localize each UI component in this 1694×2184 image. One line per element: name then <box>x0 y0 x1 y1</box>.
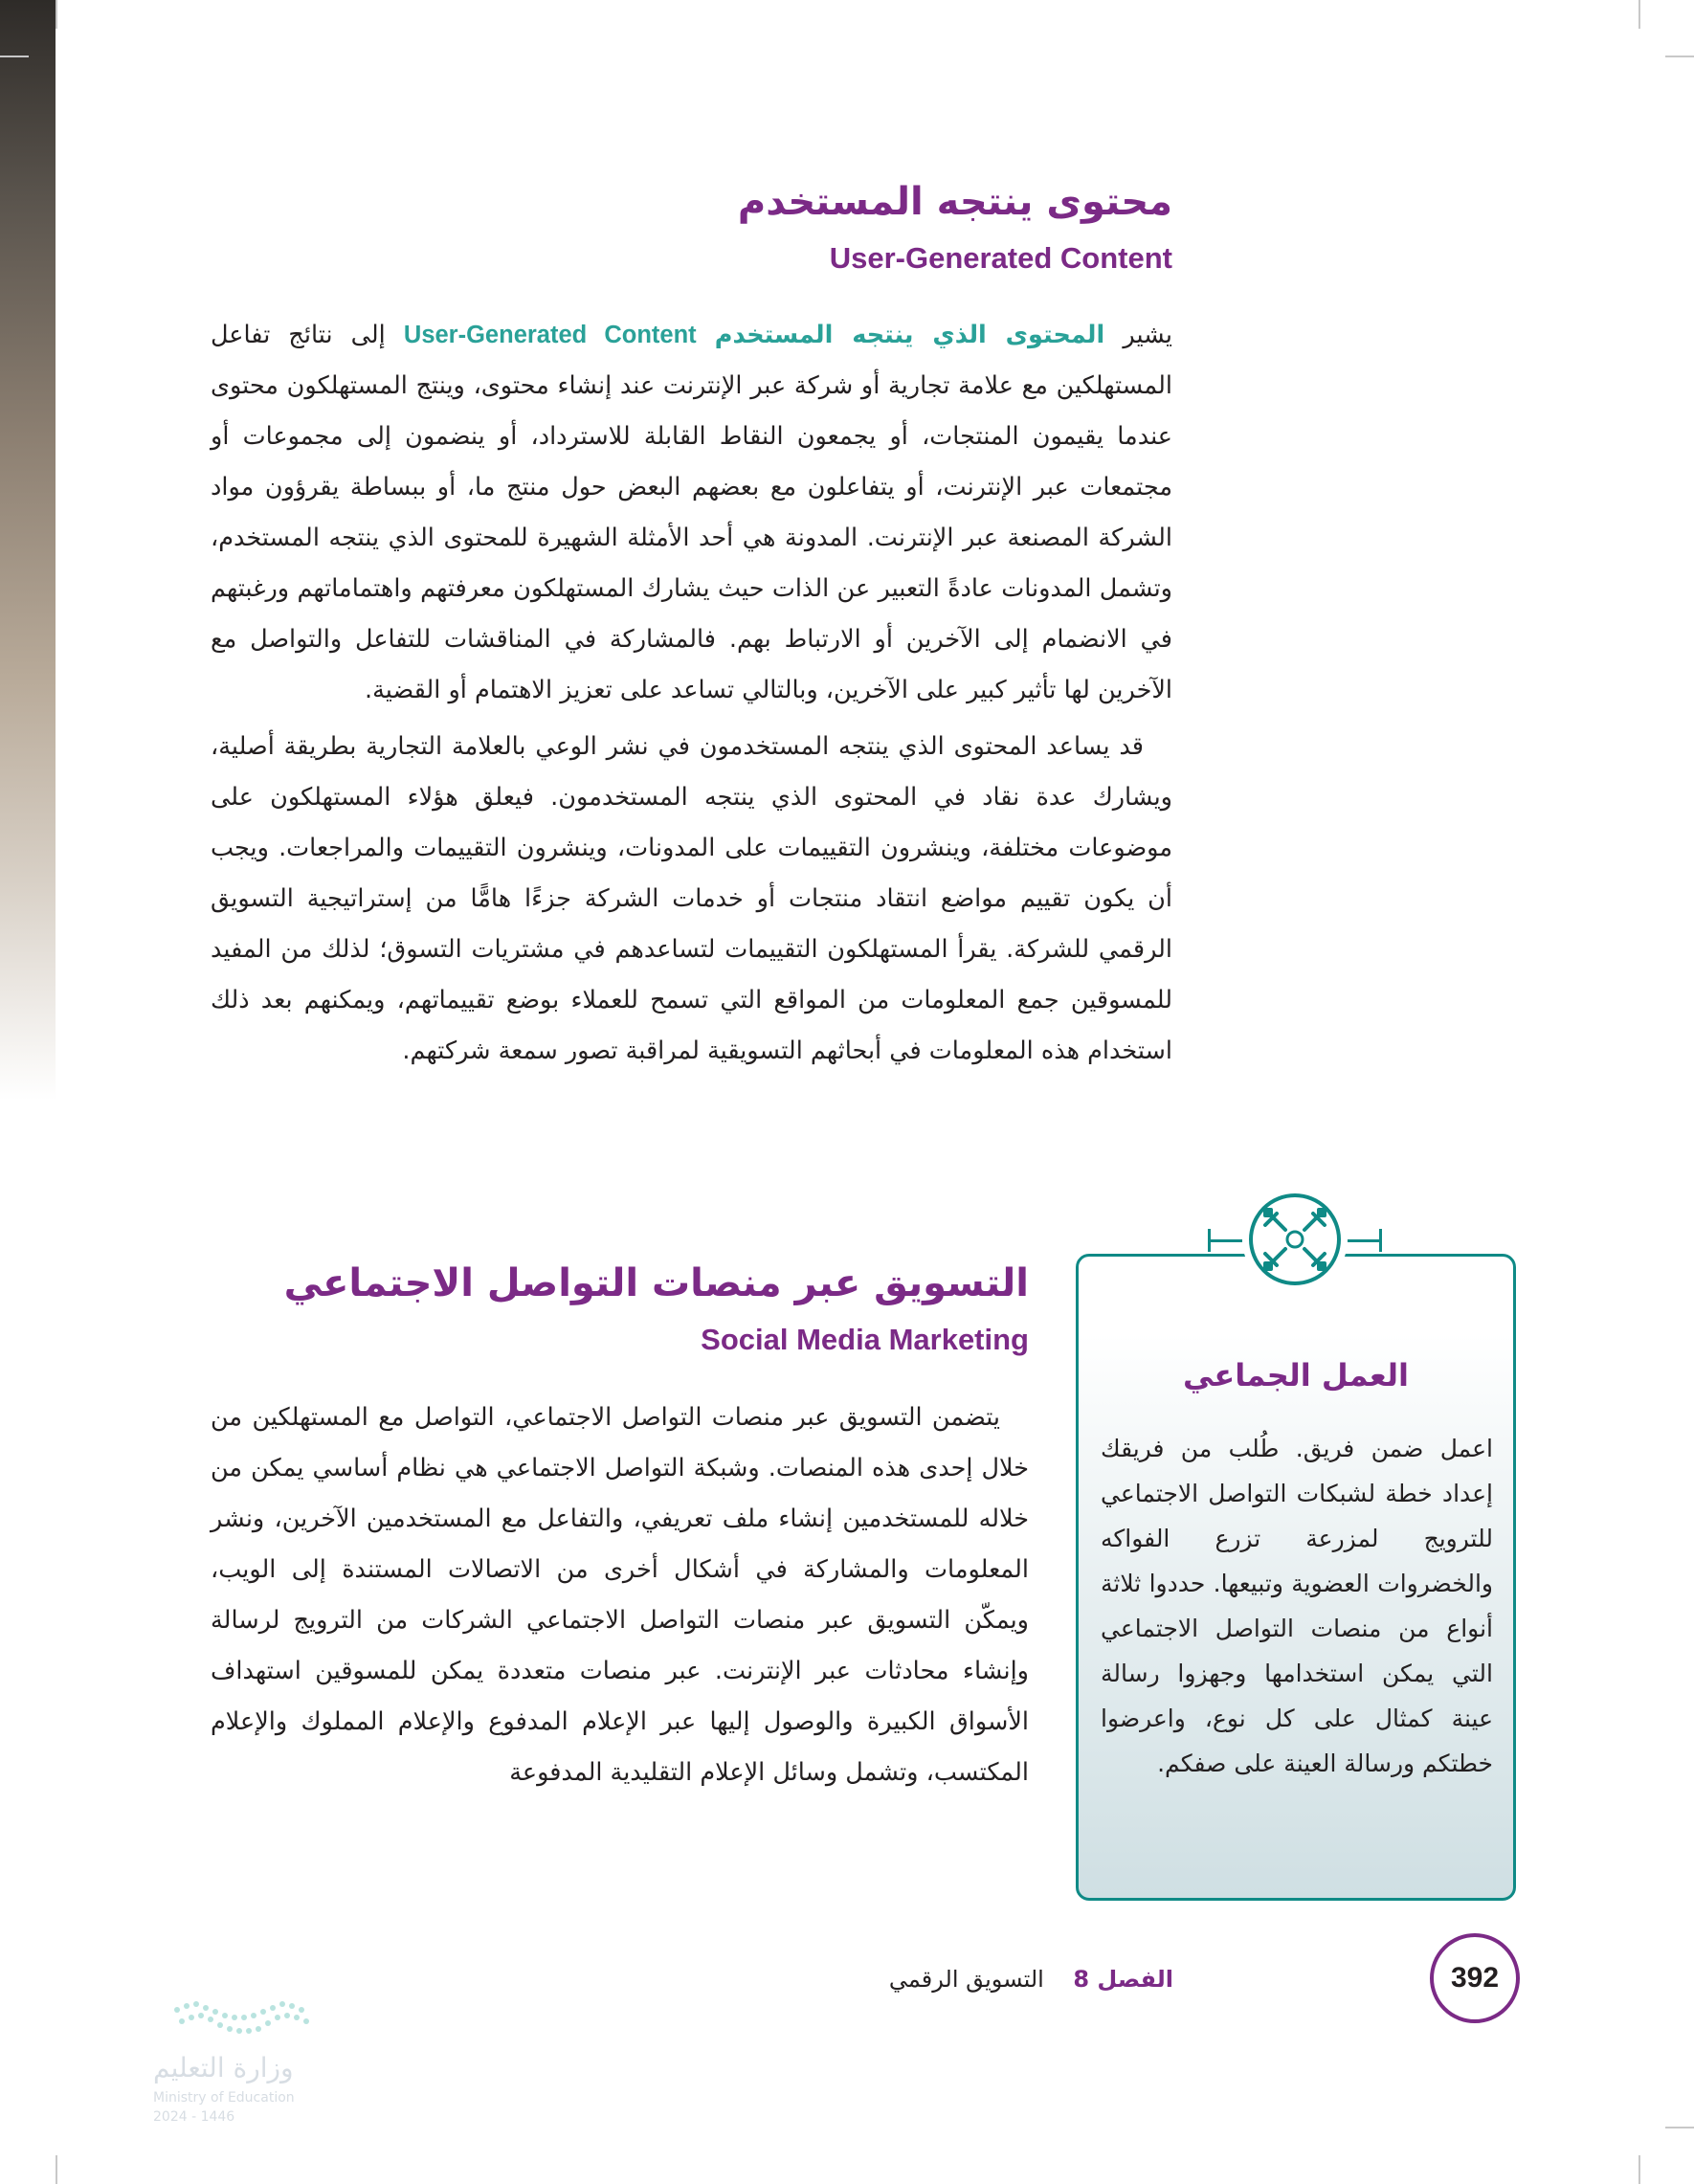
ministry-dots-icon <box>167 1991 321 2039</box>
section1-title-ar: محتوى ينتجه المستخدم <box>737 180 1172 224</box>
box-tick-left <box>1208 1229 1211 1252</box>
p1-term-ar: المحتوى الذي ينتجه المستخدم <box>714 321 1105 349</box>
box-connector-left <box>1208 1239 1242 1242</box>
footer-chapter-label: الفصل 8 <box>1073 1966 1173 1993</box>
box-tick-right <box>1379 1229 1382 1252</box>
crop-mark-br-v <box>1638 2155 1640 2184</box>
teamwork-box-text: اعمل ضمن فريق. طُلب من فريقك إعداد خطة لشبكات التواصل الاجتماعي للترويج لمزرعة تزرع الفواكه والخضروات العضوية وتبيعها. حددوا ثلاثة أنواع من منصات التواصل الاجتماعي التي يمكن استخدامها وجهزوا رسالة عينة كمثال على كل نوع، واعرضوا خطتكم ورسالة العينة على صفكم. <box>1101 1435 1493 1777</box>
crop-mark-tr-v <box>1638 0 1640 29</box>
page-number: 392 <box>1430 1933 1520 2023</box>
p1-rest: إلى نتائج تفاعل المستهلكين مع علامة تجارية أو شركة عبر الإنترنت عند إنشاء محتوى، وينتج المستهلكون محتوى عندما يقيمون المنتجات، أو يجمعون النقاط القابلة للاسترداد، أو ينضمون إلى مجموعات أو مجتمعات عبر الإنترنت، أو يتفاعلون مع بعضهم البعض حول منتج ما، أو ببساطة يقرؤون مواد الشركة المصنعة عبر الإنترنت. المدونة هي أحد الأمثلة الشهيرة للمحتوى الذي ينتجه المستخدم، وتشمل المدونات عادةً التعبير عن الذات حيث يشارك المستهلكون معرفتهم واهتماماتهم ورغبتهم في الانضمام إلى الآخرين أو الارتباط بهم. فالمشاركة في المناقشات للتفاعل والتواصل مع الآخرين لها تأثير كبير على الآخرين، وبالتالي تساعد على تعزيز الاهتمام أو القضية. <box>211 321 1172 704</box>
section2-body <box>211 1393 1029 1798</box>
footer-chapter <box>889 1966 1173 1993</box>
crop-mark-tl-v <box>56 0 57 29</box>
p1-lead: يشير <box>1123 321 1172 349</box>
ministry-logo <box>153 1991 321 2144</box>
page-edge-photo-strip <box>0 0 56 1101</box>
crop-mark-tl <box>0 56 29 57</box>
section2-title-ar: التسويق عبر منصات التواصل الاجتماعي <box>283 1261 1029 1305</box>
section1-title-en: User-Generated Content <box>829 241 1172 275</box>
ministry-name-ar: وزارة التعليم <box>153 2052 294 2084</box>
teamwork-hands-icon <box>1242 1187 1348 1292</box>
section2-paragraph-1: يتضمن التسويق عبر منصات التواصل الاجتماعي، التواصل مع المستهلكين من خلال إحدى هذه المنصات. وشبكة التواصل الاجتماعي هي نظام أساسي يمكن من خلاله للمستخدمين إنشاء ملف تعريفي، والتفاعل مع المستخدمين الآخرين، ونشر المعلومات والمشاركة في أشكال أخرى من الاتصالات المستندة إلى الويب، ويمكّن التسويق عبر منصات التواصل الاجتماعي الشركات من الترويج لرسالة وإنشاء محادثات عبر الإنترنت. عبر منصات متعددة يمكن للمسوقين استهداف الأسواق الكبيرة والوصول إليها عبر الإعلام المدفوع والإعلام المملوك والإعلام المكتسب، وتشمل وسائل الإعلام التقليدية المدفوعة <box>211 1403 1029 1787</box>
crop-mark-tr <box>1665 56 1694 57</box>
p1-term-en: User-Generated Content <box>403 322 697 348</box>
section1-body <box>211 310 1172 1077</box>
crop-mark-bl-v <box>56 2155 57 2184</box>
footer-chapter-title: التسويق الرقمي <box>888 1966 1044 1993</box>
ministry-name-en: Ministry of Education <box>153 2090 295 2106</box>
teamwork-box-title: العمل الجماعي <box>1183 1357 1409 1393</box>
section2-title-en: Social Media Marketing <box>701 1323 1029 1356</box>
box-connector-right <box>1348 1239 1382 1242</box>
section1-paragraph-2: قد يساعد المحتوى الذي ينتجه المستخدمون في نشر الوعي بالعلامة التجارية بطريقة أصلية، ويشارك عدة نقاد في المحتوى الذي ينتجه المستخدمون. فيعلق هؤلاء المستهلكون على موضوعات مختلفة، وينشرون التقييمات على المدونات، وينشرون التقييمات والمراجعات. ويجب أن يكون تقييم مواضع انتقاد منتجات أو خدمات الشركة جزءًا هامًّا من إستراتيجية التسويق الرقمي للشركة. يقرأ المستهلكون التقييمات لتساعدهم في مشتريات التسوق؛ لذلك من المفيد للمسوقين جمع المعلومات من المواقع التي تسمح للعملاء بوضع تقييماتهم، ويمكنهم بعد ذلك استخدام هذه المعلومات في أبحاثهم التسويقية لمراقبة تصور سمعة شركتهم. <box>211 732 1172 1065</box>
crop-mark-br <box>1665 2127 1694 2128</box>
section1-paragraph-1 <box>211 310 1172 716</box>
ministry-year: 2024 - 1446 <box>153 2109 235 2125</box>
